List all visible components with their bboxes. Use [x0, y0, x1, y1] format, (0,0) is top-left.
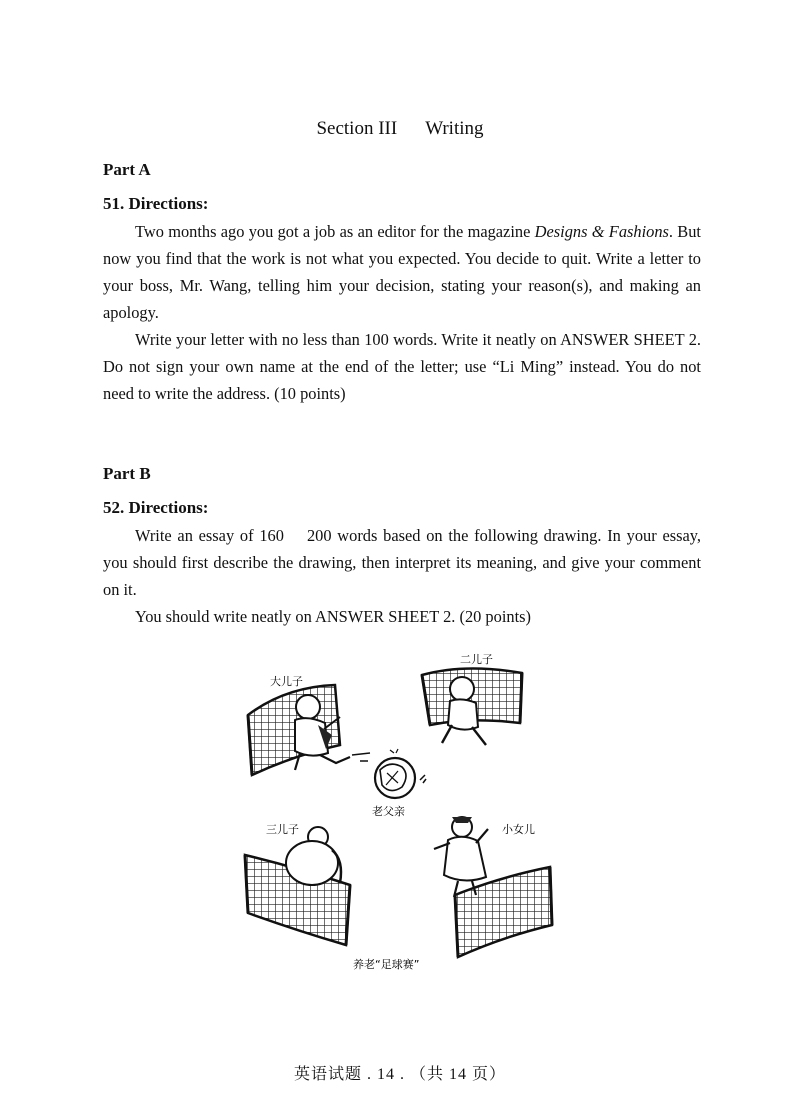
label-eldest-son: 大儿子: [270, 675, 303, 688]
question-52-directions: [103, 522, 706, 630]
label-father: 老父亲: [372, 805, 405, 818]
section-name: Writing: [425, 118, 484, 139]
question-51-instructions: Write your letter with no less than 100 words. Write it neatly on ANSWER SHEET 2. Do not sign your own name at the end of the letter; use “Li Ming” instead. You do not need to write the address. (10 points): [103, 330, 701, 403]
page-footer: 英语试题 . 14 . （共 14 页）: [293, 1066, 506, 1083]
question-51-heading: 51. Directions:: [103, 194, 209, 213]
question-51-directions: [103, 218, 701, 407]
question-51-task: Two months ago you got a job as an editor for the magazine Designs & Fashions. But now you find that the work is not what you expected. You decide to quit. Write a letter to your boss, Mr. Wang, telling him your decision, stating your reason(s), and making an apology.: [103, 222, 701, 322]
label-third-son: 三儿子: [266, 823, 299, 836]
question-52-task: Write an essay of 160 200 words based on the following drawing. In your essay, you should first describe the drawing, then interpret its meaning, and give your comment on it.: [103, 526, 706, 599]
figure-caption: 养老“足球赛”: [353, 958, 420, 971]
part-a-heading: Part A: [103, 160, 151, 179]
father-figure: [375, 749, 426, 798]
label-daughter: 小女儿: [502, 823, 535, 836]
label-second-son: 二儿子: [460, 653, 493, 666]
cartoon-figure: [240, 645, 560, 980]
magazine-name: Designs & Fashions: [534, 222, 669, 241]
section-number: Section III: [316, 118, 398, 139]
question-52-heading: 52. Directions:: [103, 498, 209, 517]
question-52-instructions: You should write neatly on ANSWER SHEET 2. (20 points): [135, 607, 531, 626]
section-title: [0, 118, 800, 140]
part-b-heading: Part B: [103, 464, 151, 483]
cartoon-drawing: [240, 645, 560, 980]
